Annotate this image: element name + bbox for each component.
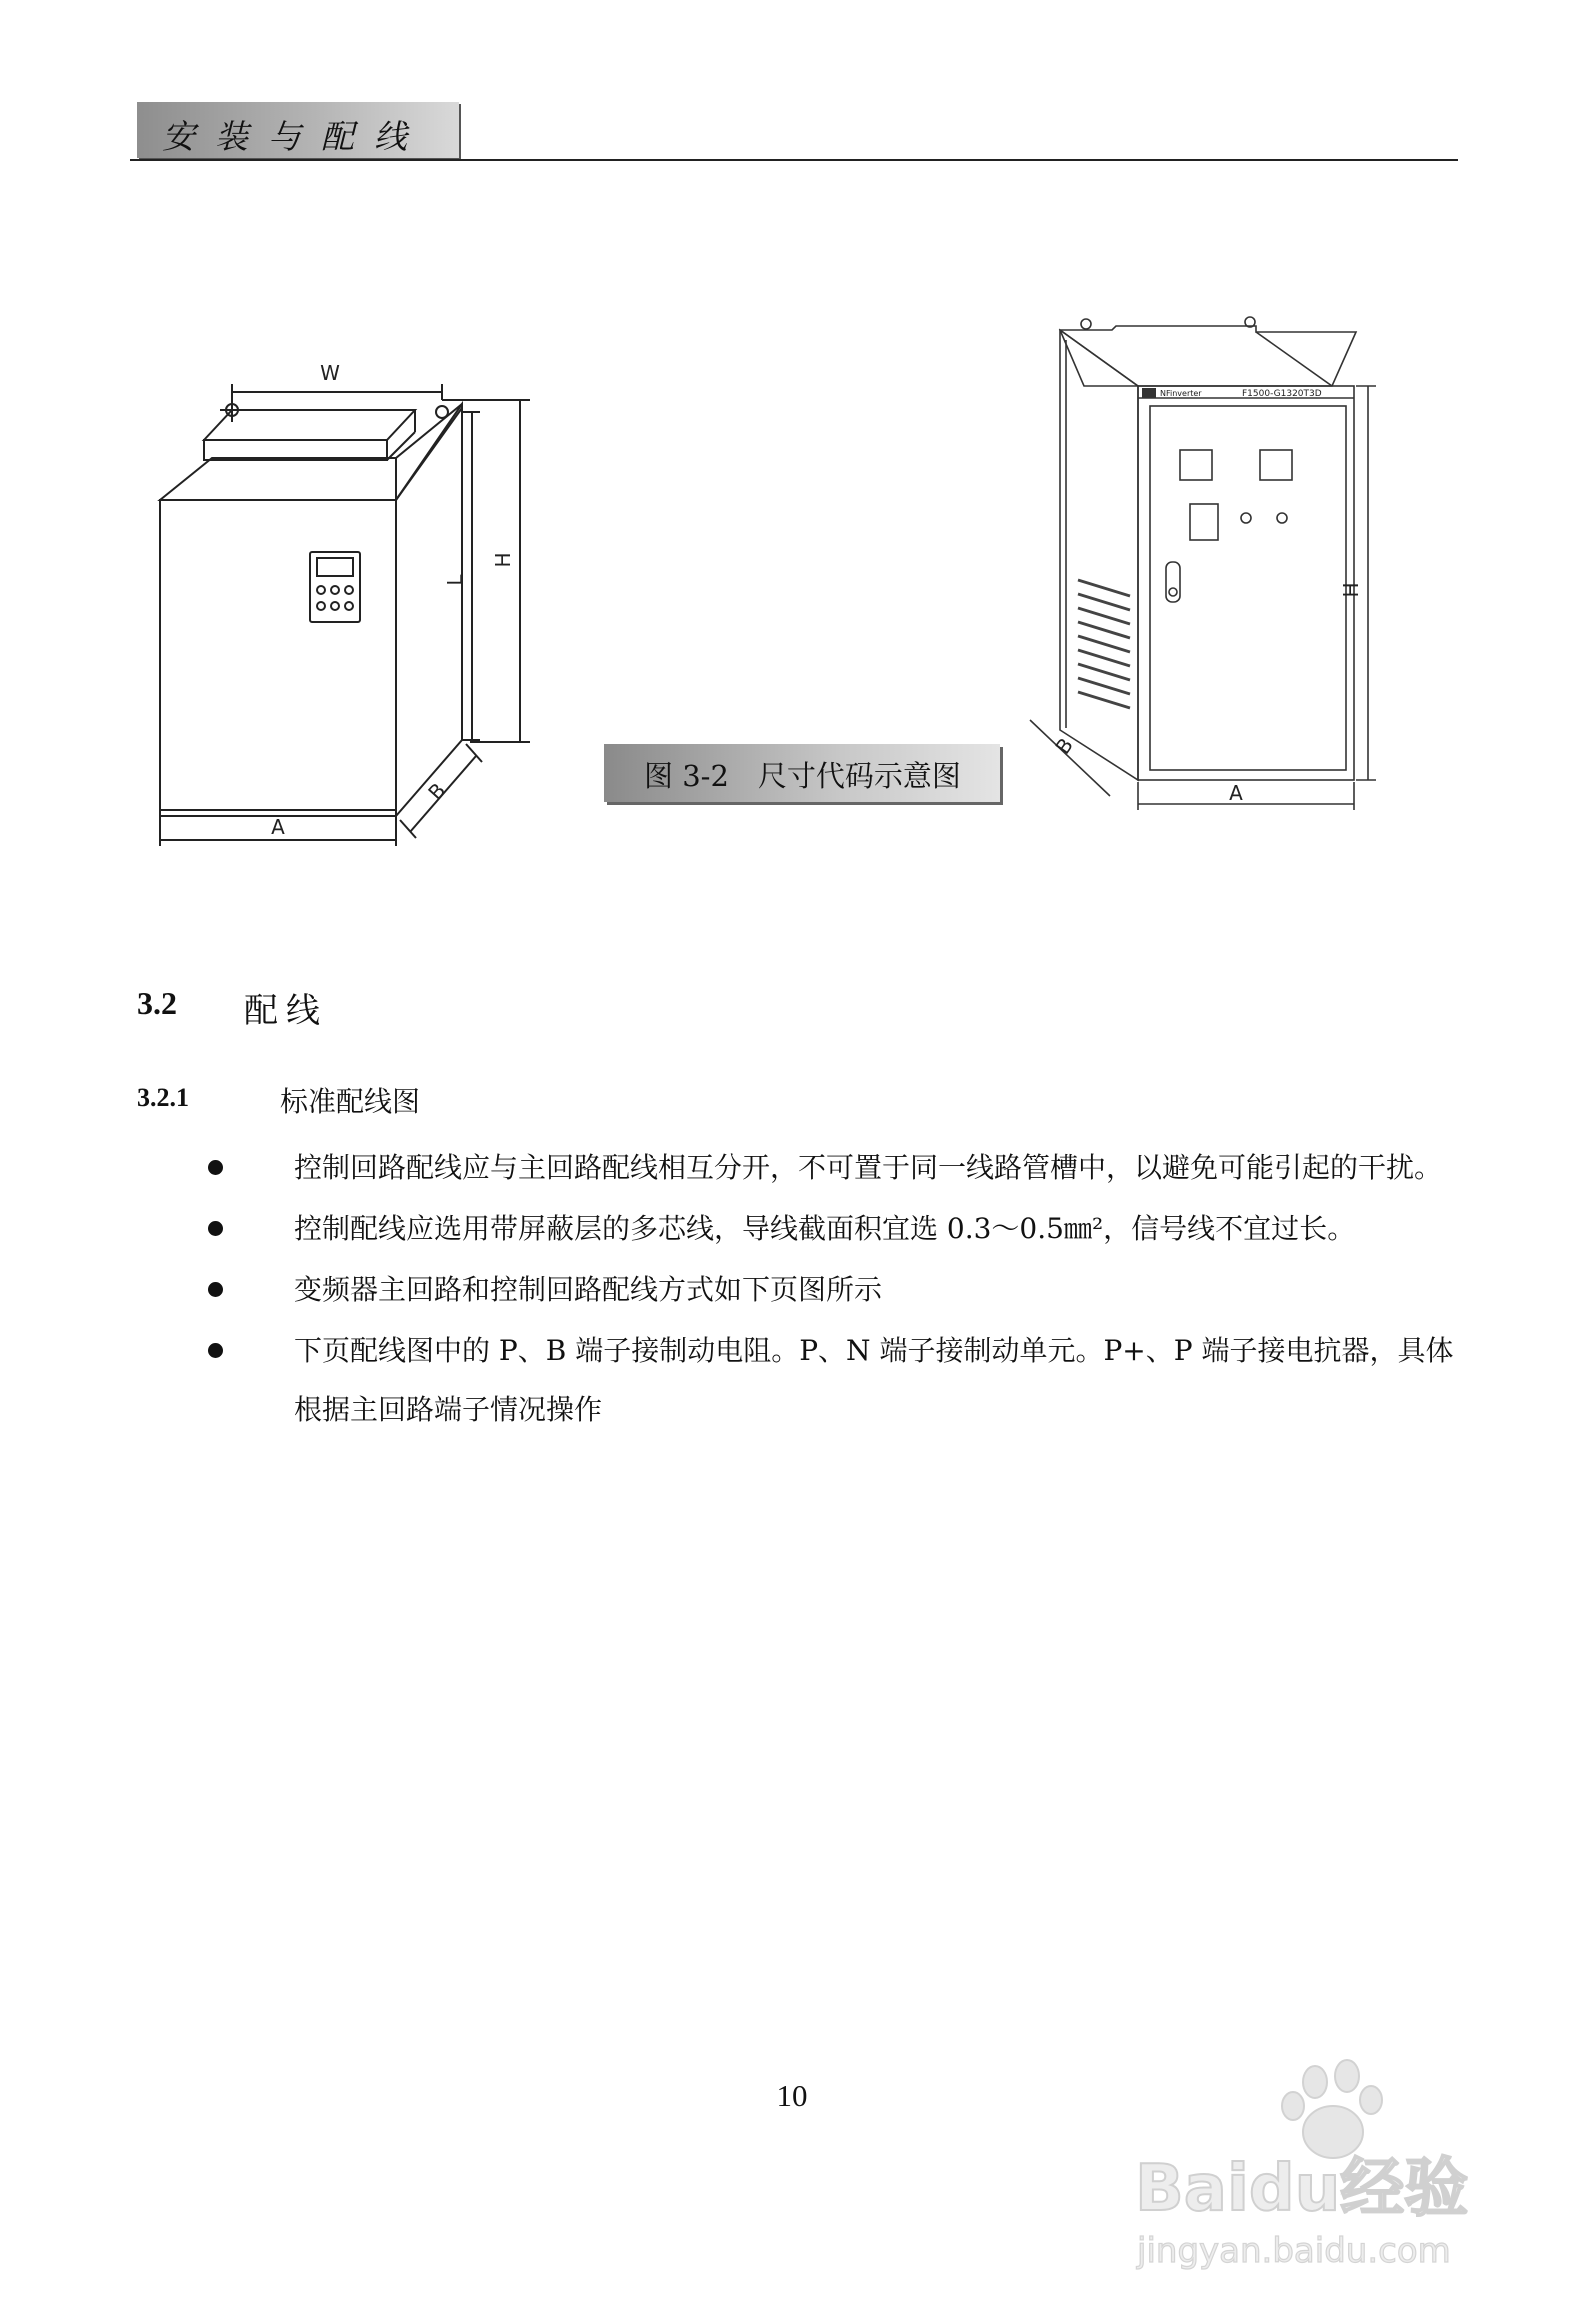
- dim-label-l: L: [443, 574, 467, 586]
- header-title: 安装与配线: [162, 117, 427, 156]
- keypad-display: [317, 558, 353, 576]
- bullet-text: 控制回路配线应与主回路配线相互分开，不可置于同一线路管槽中，以避免可能引起的干扰。: [294, 1151, 1443, 1184]
- bullet-text: 控制配线应选用带屏蔽层的多芯线，导线截面积宜选 0.3～0.5㎜²，信号线不宜过长。: [294, 1212, 1356, 1245]
- bullet-icon: [208, 1221, 223, 1236]
- list-item: [200, 1199, 1462, 1258]
- inverter-side-face: [396, 404, 462, 816]
- header-rule: [130, 159, 1458, 161]
- cabinet-side-panel: [1060, 330, 1138, 780]
- cabinet-dim-label-a: A: [1229, 781, 1243, 805]
- cabinet-brand: NFinverter: [1160, 389, 1202, 398]
- cabinet-vents: [1078, 580, 1130, 708]
- lifting-eye-left: [1081, 319, 1091, 329]
- baidu-watermark: [1125, 2040, 1505, 2280]
- meter-left: [1180, 450, 1212, 480]
- bullet-text: 下页配线图中的 P、B 端子接制动电阻。P、N 端子接制动单元。P+、P 端子接电抗器，具体根据主回路端子情况操作: [294, 1334, 1454, 1426]
- wiring-notes-list: [200, 1138, 1462, 1441]
- subsection-number: 3.2.1: [137, 1083, 189, 1112]
- bullet-icon: [208, 1343, 223, 1358]
- paw-icon: [1282, 2060, 1382, 2158]
- dim-label-h: H: [491, 552, 515, 568]
- cabinet-dim-label-b: B: [1050, 733, 1079, 759]
- inverter-dimension-drawing: [140, 340, 580, 860]
- bullet-icon: [208, 1282, 223, 1297]
- inverter-front-face: [160, 500, 396, 816]
- figure-caption: 图 3-2 尺寸代码示意图: [644, 759, 961, 793]
- subsection-title: 标准配线图: [280, 1085, 421, 1118]
- dim-label-b: B: [423, 778, 451, 805]
- figure-caption-box: [604, 744, 1000, 802]
- cabinet-dimension-drawing: [1020, 310, 1390, 830]
- meter-right: [1260, 450, 1292, 480]
- cabinet-dim-label-h: H: [1339, 582, 1363, 598]
- page-number: 10: [776, 2078, 808, 2113]
- dim-label-a: A: [271, 815, 285, 839]
- cabinet-model: F1500-G1320T3D: [1242, 389, 1322, 399]
- list-item: [200, 1321, 1462, 1439]
- cabinet-front-frame: [1138, 386, 1354, 780]
- watermark-brand: Baidu经验: [1135, 2152, 1469, 2226]
- section-number: 3.2: [137, 985, 177, 1021]
- cabinet-keypad: [1190, 504, 1218, 540]
- bullet-text: 变频器主回路和控制回路配线方式如下页图所示: [294, 1273, 883, 1306]
- dim-label-w: W: [320, 361, 340, 385]
- list-item: [200, 1138, 1462, 1197]
- watermark-url: jingyan.baidu.com: [1137, 2231, 1451, 2271]
- inverter-top-face: [160, 458, 396, 500]
- section-title: 配线: [244, 991, 328, 1031]
- list-item: [200, 1260, 1462, 1319]
- bullet-icon: [208, 1160, 223, 1175]
- mount-hole-right: [436, 406, 448, 418]
